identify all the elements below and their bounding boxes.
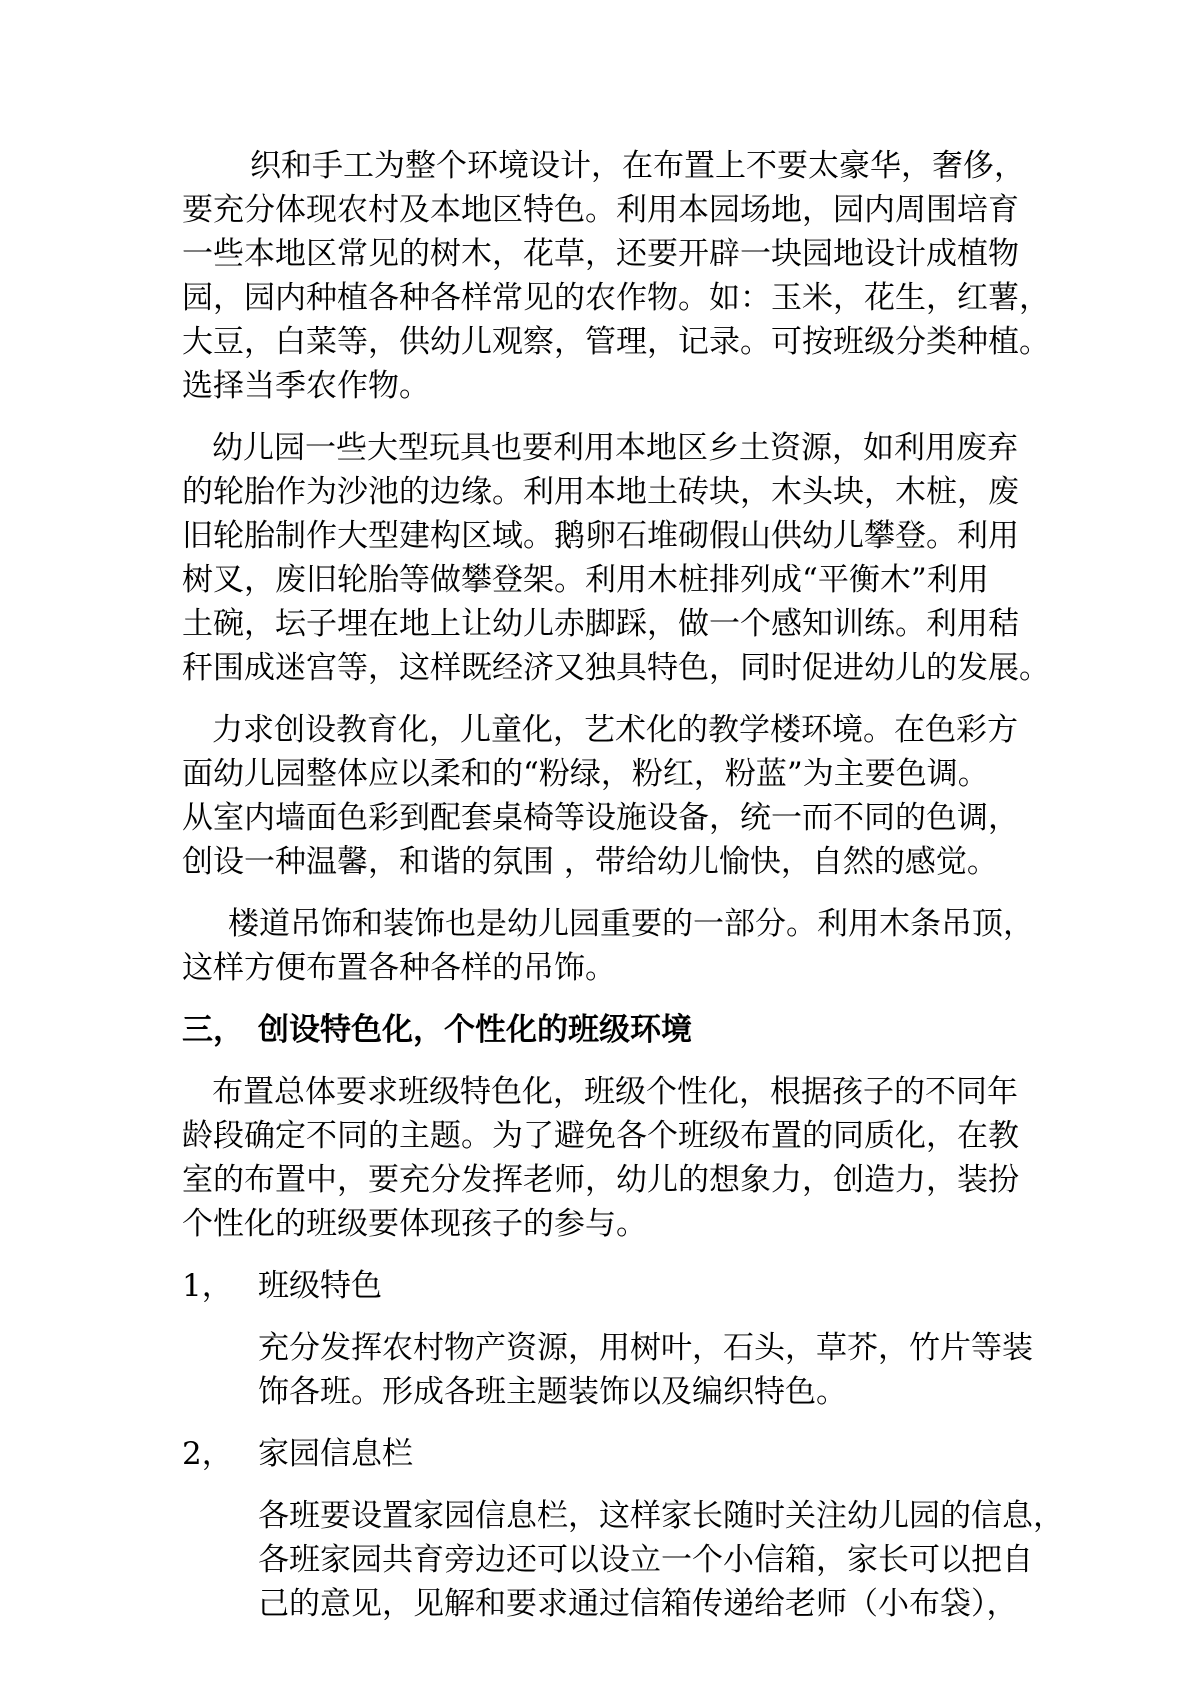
paragraph-5-line-4: 个性化的班级要体现孩子的参与。 (182, 1206, 647, 1242)
paragraph-5-line-1: 布置总体要求班级特色化，班级个性化，根据孩子的不同年 (212, 1074, 1018, 1110)
paragraph-2-line-2: 的轮胎作为沙池的边缘。利用本地土砖块，木头块，木桩，废 (182, 474, 1019, 510)
section-3-title: 创设特色化，个性化的班级环境 (258, 1012, 692, 1048)
paragraph-1-line-5: 大豆，白菜等，供幼儿观察，管理，记录。可按班级分类种植。 (182, 324, 1050, 360)
paragraph-1-line-1: 织和手工为整个环境设计，在布置上不要太豪华，奢侈， (250, 148, 1025, 184)
paragraph-1-line-4: 园，园内种植各种各样常见的农作物。如：玉米，花生，红薯， (182, 280, 1050, 316)
paragraph-2-line-3: 旧轮胎制作大型建构区域。鹅卵石堆砌假山供幼儿攀登。利用 (182, 518, 1019, 554)
paragraph-2-line-6: 秆围成迷宫等，这样既经济又独具特色，同时促进幼儿的发展。 (182, 650, 1050, 686)
paragraph-5-line-3: 室的布置中，要充分发挥老师，幼儿的想象力，创造力，装扮 (182, 1162, 1019, 1198)
paragraph-3-line-2: 面幼儿园整体应以柔和的“粉绿，粉红，粉蓝”为主要色调。 (182, 756, 989, 792)
paragraph-3-line-1: 力求创设教育化，儿童化，艺术化的教学楼环境。在色彩方 (212, 712, 1018, 748)
paragraph-4-line-2: 这样方便布置各种各样的吊饰。 (182, 950, 616, 986)
paragraph-1-line-6: 选择当季农作物。 (182, 368, 430, 404)
paragraph-4-line-1: 楼道吊饰和装饰也是幼儿园重要的一部分。利用木条吊顶， (228, 906, 1034, 942)
section-3-number: 三， (182, 1012, 244, 1048)
paragraph-3-line-3: 从室内墙面色彩到配套桌椅等设施设备，统一而不同的色调， (182, 800, 1019, 836)
paragraph-5-line-2: 龄段确定不同的主题。为了避免各个班级布置的同质化，在教 (182, 1118, 1019, 1154)
paragraph-2-line-1: 幼儿园一些大型玩具也要利用本地区乡土资源，如利用废弃 (212, 430, 1018, 466)
item-2-number: 2， (182, 1436, 233, 1472)
item-1-line-2: 饰各班。形成各班主题装饰以及编织特色。 (258, 1374, 847, 1410)
item-2-line-3: 己的意见，见解和要求通过信箱传递给老师（小布袋）， (258, 1586, 1018, 1622)
paragraph-2-line-4: 树叉，废旧轮胎等做攀登架。利用木桩排列成“平衡木”利用 (182, 562, 989, 598)
item-1-line-1: 充分发挥农村物产资源，用树叶，石头，草芥，竹片等装 (258, 1330, 1033, 1366)
item-2-line-1: 各班要设置家园信息栏，这样家长随时关注幼儿园的信息， (258, 1498, 1064, 1534)
item-1-title: 班级特色 (258, 1268, 382, 1304)
paragraph-2-line-5: 土碗，坛子埋在地上让幼儿赤脚踩，做一个感知训练。利用秸 (182, 606, 1019, 642)
paragraph-1-line-3: 一些本地区常见的树木，花草，还要开辟一块园地设计成植物 (182, 236, 1019, 272)
paragraph-1-line-2: 要充分体现农村及本地区特色。利用本园场地，园内周围培育 (182, 192, 1019, 228)
item-2-title: 家园信息栏 (258, 1436, 413, 1472)
paragraph-3-line-4: 创设一种温馨，和谐的氛围 ，带给幼儿愉快，自然的感觉。 (182, 844, 998, 880)
item-2-line-2: 各班家园共育旁边还可以设立一个小信箱，家长可以把自 (258, 1542, 1033, 1578)
item-1-number: 1， (182, 1268, 233, 1304)
